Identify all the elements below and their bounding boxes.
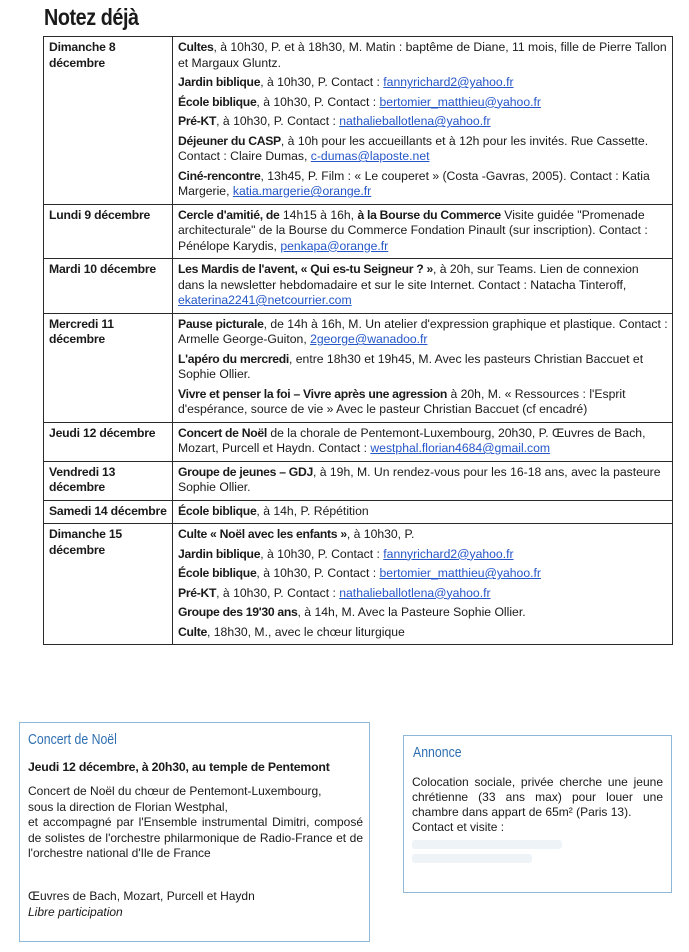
day-cell: Dimanche 15 décembre xyxy=(44,524,173,645)
schedule-row xyxy=(44,37,673,205)
contact-email-link[interactable]: nathalieballotlena@yahoo.fr xyxy=(339,114,491,128)
events-cell xyxy=(173,524,673,645)
event-name: Ciné-rencontre xyxy=(178,168,261,183)
event-details: , à 19h, M. Un rendez-vous pour les 16-18 ans, avec la pasteure Sophie Ollier. xyxy=(178,464,661,494)
event-name: Groupe des 19'30 ans xyxy=(178,605,298,619)
event-name: Les Mardis de l'avent, « Qui es-tu Seigneur ? » xyxy=(178,262,433,276)
events-cell xyxy=(173,259,673,314)
events-cell xyxy=(173,422,673,461)
event-location: à la Bourse du Commerce xyxy=(357,207,501,222)
event-item xyxy=(178,527,668,543)
event-details: , 13h45, P. Film : « Le couperet » (Costa -Gavras, 2005). Contact : Katia Margerie, xyxy=(178,168,650,198)
event-item xyxy=(178,605,668,621)
annonce-contact: Contact et visite : xyxy=(412,820,505,834)
schedule-row xyxy=(44,524,673,645)
concert-works-line: Œuvres de Bach, Mozart, Purcell et Haydn xyxy=(28,889,255,903)
event-name: Vivre et penser la foi – Vivre après une agression xyxy=(178,386,448,401)
event-details: , à 10h30, P. et à 18h30, M. Matin : baptême de Diane, 11 mois, fille de Pierre Tallon et Margaux Gluntz. xyxy=(178,40,667,70)
event-details: Visite guidée "Promenade architecturale" de la Bourse du Commerce Fondation Pinault (sur inscription). Contact : Pénélope Karydis, xyxy=(178,207,648,253)
events-cell xyxy=(173,313,673,422)
event-details: , à 10h30, P. Contact : xyxy=(260,75,384,89)
event-name: Pause picturale xyxy=(178,316,264,331)
concert-box-subtitle: Jeudi 12 décembre, à 20h30, au temple de Pentemont xyxy=(28,760,330,774)
day-cell: Mardi 10 décembre xyxy=(44,259,173,314)
event-name: Culte « Noël avec les enfants » xyxy=(178,527,347,541)
event-name: Cultes xyxy=(178,40,214,54)
event-name: Cercle d'amitié, de xyxy=(178,207,280,222)
event-details: , de 14h à 16h, M. Un atelier d'expression graphique et plastique. Contact : Armelle George-Guiton, xyxy=(178,316,668,346)
event-item xyxy=(178,40,668,71)
event-name: Culte xyxy=(178,624,207,639)
contact-email-link[interactable]: westphal.florian4684@gmail.com xyxy=(370,441,551,455)
contact-email-link[interactable]: nathalieballotlena@yahoo.fr xyxy=(339,585,491,600)
event-item xyxy=(178,465,668,496)
event-name: École biblique xyxy=(178,94,257,109)
schedule-row xyxy=(44,204,673,259)
concert-box-body xyxy=(28,784,363,862)
contact-email-link[interactable]: penkapa@orange.fr xyxy=(280,238,389,253)
annonce-box xyxy=(403,735,672,893)
event-item xyxy=(178,134,668,165)
event-item xyxy=(178,547,668,563)
event-name: Jardin biblique xyxy=(178,546,261,561)
event-item xyxy=(178,262,668,309)
concert-box-title: Concert de Noël xyxy=(28,731,117,748)
contact-email-link[interactable]: 2george@wanadoo.fr xyxy=(310,332,428,346)
event-name: Déjeuner du CASP xyxy=(178,133,281,148)
event-item xyxy=(178,504,668,520)
day-cell: Vendredi 13 décembre xyxy=(44,461,173,500)
event-item xyxy=(178,426,668,457)
events-cell xyxy=(173,500,673,524)
redacted-line xyxy=(412,840,562,849)
event-item xyxy=(178,387,668,418)
event-item xyxy=(178,169,668,200)
event-details: , à 14h, M. Avec la Pasteure Sophie Ollier. xyxy=(297,605,526,619)
event-name: Pré-KT xyxy=(178,585,217,600)
events-cell xyxy=(173,37,673,205)
schedule-row xyxy=(44,422,673,461)
event-item xyxy=(178,352,668,383)
contact-email-link[interactable]: ekaterina2241@netcourrier.com xyxy=(178,293,352,307)
contact-email-link[interactable]: fannyrichard2@yahoo.fr xyxy=(383,75,514,89)
concert-works xyxy=(28,889,255,920)
schedule-row xyxy=(44,461,673,500)
event-details: 14h15 à 16h, xyxy=(279,207,358,222)
concert-body-line: Concert de Noël du chœur de Pentemont-Luxembourg, xyxy=(28,784,322,798)
day-cell: Samedi 14 décembre xyxy=(44,500,173,524)
event-details: , 18h30, M., avec le chœur liturgique xyxy=(206,624,405,639)
event-details: , à 10h30, P. Contact : xyxy=(216,114,340,128)
event-item xyxy=(178,317,668,348)
event-details: , à 10h30, P. Contact : xyxy=(216,585,340,600)
event-item xyxy=(178,586,668,602)
contact-email-link[interactable]: bertomier_matthieu@yahoo.fr xyxy=(379,566,541,580)
event-details: , à 14h, P. Répétition xyxy=(256,503,369,518)
concert-box xyxy=(19,722,370,942)
event-item xyxy=(178,625,668,641)
event-item xyxy=(178,566,668,582)
event-details: , à 10h30, P. xyxy=(346,527,415,541)
schedule-row xyxy=(44,313,673,422)
event-item xyxy=(178,75,668,91)
event-details: , entre 18h30 et 19h45, M. Avec les pasteurs Christian Baccuet et Sophie Ollier. xyxy=(178,351,644,381)
page-title: Notez déjà xyxy=(44,4,139,30)
event-details: , à 10h30, P. Contact : xyxy=(256,94,380,109)
event-name: L'apéro du mercredi xyxy=(178,351,289,366)
event-item xyxy=(178,208,668,255)
event-details: , à 20h, sur Teams. Lien de connexion dans la newsletter hebdomadaire et sur le site Internet. Contact : Natacha Tinteroff, xyxy=(178,262,639,292)
concert-body-line: sous la direction de Florian Westphal, xyxy=(28,799,228,814)
events-cell xyxy=(173,204,673,259)
concert-body-line: et accompagné par l'Ensemble instrumental Dimitri, composé de solistes de l'orchestre philarmonique de Radio-France et de l'orchestre national d'Ile de France xyxy=(28,815,363,860)
event-name: École biblique xyxy=(178,566,257,580)
event-details: de la chorale de Pentemont-Luxembourg, 20h30, P. Œuvres de Bach, Mozart, Purcell et Haydn. Contact : xyxy=(178,425,646,455)
contact-email-link[interactable]: katia.margerie@orange.fr xyxy=(232,184,372,198)
schedule-table xyxy=(43,36,673,645)
event-details: , à 10h30, P. Contact : xyxy=(256,566,380,580)
event-name: Concert de Noël xyxy=(178,425,267,440)
day-cell: Dimanche 8 décembre xyxy=(44,37,173,205)
events-cell xyxy=(173,461,673,500)
event-item xyxy=(178,95,668,111)
event-item xyxy=(178,114,668,130)
event-details: , à 10h pour les accueillants et à 12h pour les invités. Rue Cassette. Contact : Claire Dumas, xyxy=(178,133,649,163)
event-name: Groupe de jeunes – GDJ xyxy=(178,464,313,479)
redacted-line xyxy=(412,854,532,863)
contact-email-link[interactable]: bertomier_matthieu@yahoo.fr xyxy=(379,94,541,109)
event-details: à 20h, M. « Ressources : l'Esprit d'espérance, source de vie » Avec le pasteur Christian Baccuet (cf encadré) xyxy=(178,386,626,416)
contact-email-link[interactable]: fannyrichard2@yahoo.fr xyxy=(383,546,514,561)
annonce-body xyxy=(412,775,663,863)
contact-email-link[interactable]: c-dumas@laposte.net xyxy=(310,149,430,163)
annonce-text: Colocation sociale, privée cherche une jeune chrétienne (33 ans max) pour louer une chambre dans appart de 65m² (Paris 13). xyxy=(412,775,663,819)
event-name: École biblique xyxy=(178,503,257,518)
day-cell: Lundi 9 décembre xyxy=(44,204,173,259)
concert-participation: Libre participation xyxy=(28,904,123,919)
day-cell: Mercredi 11 décembre xyxy=(44,313,173,422)
event-name: Pré-KT xyxy=(178,114,217,128)
schedule-row xyxy=(44,259,673,314)
event-details: , à 10h30, P. Contact : xyxy=(260,546,384,561)
event-name: Jardin biblique xyxy=(178,75,261,89)
day-cell: Jeudi 12 décembre xyxy=(44,422,173,461)
annonce-box-title: Annonce xyxy=(413,744,462,761)
schedule-row xyxy=(44,500,673,524)
